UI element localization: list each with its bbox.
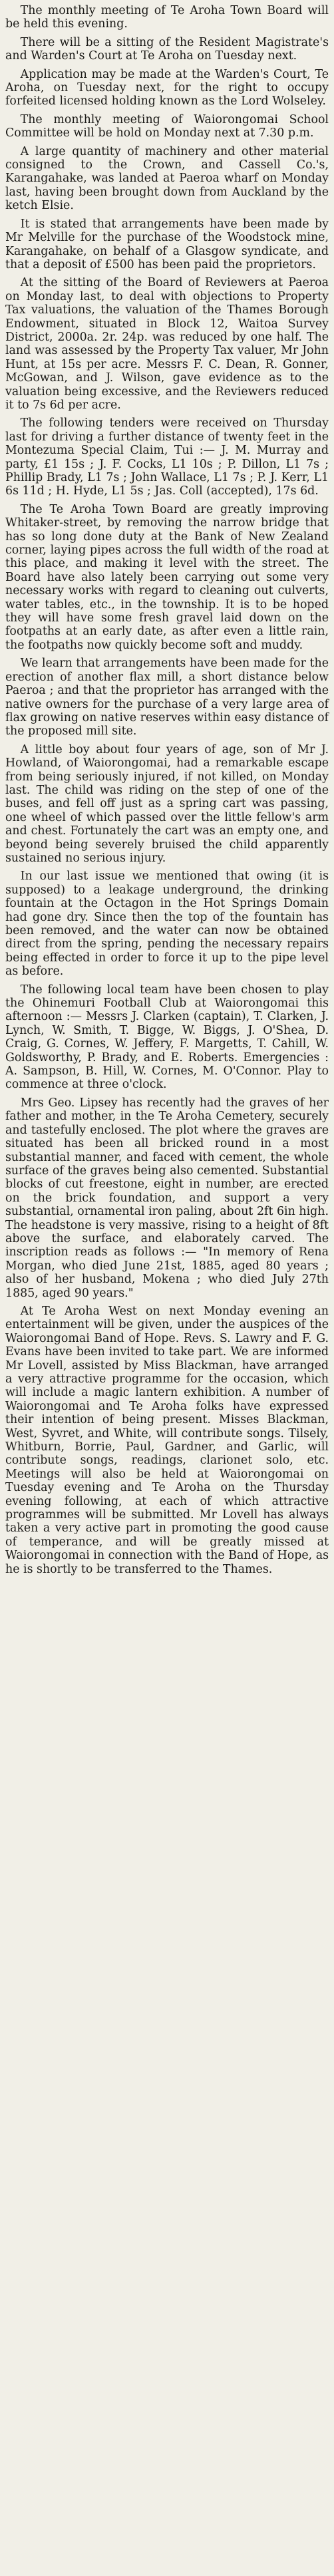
news-paragraph-tenders: The following tenders were received on Thursday last for driving a further distance of twenty feet in the Montezuma Special Claim, Tui :— J. M. Murray and party, £1 15s ; J. F. Cocks, L1 10s ; P. Dillon, L1 7s ; Phillip Brady, L1 7s ; John Wallace, L1 7s ; P. J. Kerr, L1 6s 11d ; H. Hyde, L1 5s ; Jas. Coll (accepted), 17s 6d.	[5, 416, 329, 498]
news-paragraph-football-team: The following local team have been chosen to play the Ohinemuri Football Club at Waiorongomai this afternoon :— Messrs J. Clarken (captain), T. Clarken, J. Lynch, W. Smith, T. Bigge, W. Biggs, J. O'Shea, D. Craig, G. Cornes, W. Jeffery, F. Margetts, T. Cahill, W. Goldsworthy, P. Brady, and E. Roberts. Emergencies : A. Sampson, B. Hill, W. Cornes, M. O'Connor. Play to commence at three o'clock.	[5, 983, 329, 1092]
news-paragraph-band-of-hope: At Te Aroha West on next Monday evening an entertainment will be given, under the auspices of the Waiorongomai Band of Hope. Revs. S. Lawry and F. G. Evans have been invited to take part. We are informed Mr Lovell, assisted by Miss Blackman, have arranged a very attractive programme for the occasion, which will include a magic lantern exhibition. A number of Waiorongomai and Te Aroha folks have expressed their intention of being present. Misses Blackman, West, Syvret, and White, will contribute songs. Tilsely, Whitburn, Borrie, Paul, Gardner, and Garlic, will contribute songs, readings, clarionet solo, etc. Meetings will also be held at Waiorongomai on Tuesday evening and Te Aroha on the Thursday evening following, at each of which attractive programmes will be submitted. Mr Lovell has always taken a very active part in promoting the good cause of temperance, and will be greatly missed at Waiorongomai in connection with the Band of Hope, as he is shortly to be transferred to the Thames.	[5, 1304, 329, 1576]
news-paragraph-flax-mill: We learn that arrangements have been made for the erection of another flax mill, a short distance below Paeroa ; and that the proprietor has arranged with the native owners for the purchase of a very large area of flax growing on native reserves within easy distance of the proposed mill site.	[5, 657, 329, 738]
news-paragraph-town-board: The monthly meeting of Te Aroha Town Board will be held this evening.	[5, 4, 329, 31]
news-paragraph-magistrates-court: There will be a sitting of the Resident Magistrate's and Warden's Court at Te Aroha on Tuesday next.	[5, 35, 329, 63]
news-paragraph-board-of-reviewers: At the sitting of the Board of Reviewers at Paeroa on Monday last, to deal with objections to Property Tax valuations, the valuation of the Thames Borough Endowment, situated in Block 12, Waitoa Survey District, 2000a. 2r. 24p. was reduced by one half. The land was assessed by the Property Tax valuer, Mr John Hunt, at 15s per acre. Messrs F. C. Dean, R. Gonner, McGowan, and J. Wilson, gave evidence as to the valuation being excessive, and the Reviewers reduced it to 7s 6d per acre.	[5, 276, 329, 412]
news-paragraph-cemetery-graves: Mrs Geo. Lipsey has recently had the graves of her father and mother, in the Te Aroha Cemetery, securely and tastefully enclosed. The plot where the graves are situated has been all bricked round in a most substantial manner, and faced with cement, the whole surface of the graves being also cemented. Substantial blocks of cut freestone, eight in number, are erected on the brick foundation, and support a very substantial, ornamental iron paling, about 2ft 6in high. The headstone is very massive, rising to a height of 8ft above the surface, and elaborately carved. The inscription reads as follows :— "In memory of Rena Morgan, who died June 21st, 1885, aged 80 years ; also of her husband, Mokena ; who died July 27th 1885, aged 90 years."	[5, 1096, 329, 1300]
news-paragraph-school-committee: The monthly meeting of Waiorongomai School Committee will be hold on Monday next at 7.30 p.m.	[5, 112, 329, 140]
news-paragraph-drinking-fountain: In our last issue we mentioned that owing (it is supposed) to a leakage underground, the drinking fountain at the Octagon in the Hot Springs Domain had gone dry. Since then the top of the fountain has been removed, and the water can now be obtained direct from the spring, pending the necessary repairs being effected in order to force it up to the pipe level as before.	[5, 870, 329, 979]
news-paragraph-wardens-application: Application may be made at the Warden's Court, Te Aroha, on Tuesday next, for the right to occupy forfeited licensed holding known as the Lord Wolseley.	[5, 67, 329, 108]
news-paragraph-woodstock-mine: It is stated that arrangements have been made by Mr Melville for the purchase of the Woodstock mine, Karangahake, on behalf of a Glasgow syndicate, and that a deposit of £500 has been paid the proprietors.	[5, 217, 329, 271]
news-paragraph-machinery-landed: A large quantity of machinery and other material consigned to the Crown, and Cassell Co.'s, Karangahake, was landed at Paeroa wharf on Monday last, having been brought down from Auckland by the ketch Elsie.	[5, 144, 329, 213]
news-paragraph-boy-escape: A little boy about four years of age, son of Mr J. Howland, of Waiorongomai, had a remarkable escape from being seriously injured, if not killed, on Monday last. The child was riding on the step of one of the buses, and fell off just as a spring cart was passing, one wheel of which passed over the little fellow's arm and chest. Fortunately the cart was an empty one, and beyond being severely bruised the child apparently sustained no serious injury.	[5, 742, 329, 865]
news-paragraph-whitaker-street: The Te Aroha Town Board are greatly improving Whitaker-street, by removing the narrow bridge that has so long done duty at the Bank of New Zealand corner, laying pipes across the full width of the road at this place, and making it level with the street. The Board have also lately been carrying out some very necessary works with regard to cleaning out culverts, water tables, etc., in the township. It is to be hoped they will have some fresh gravel laid down on the footpaths at an early date, as after even a little rain, the footpaths now quickly become soft and muddy.	[5, 502, 329, 652]
